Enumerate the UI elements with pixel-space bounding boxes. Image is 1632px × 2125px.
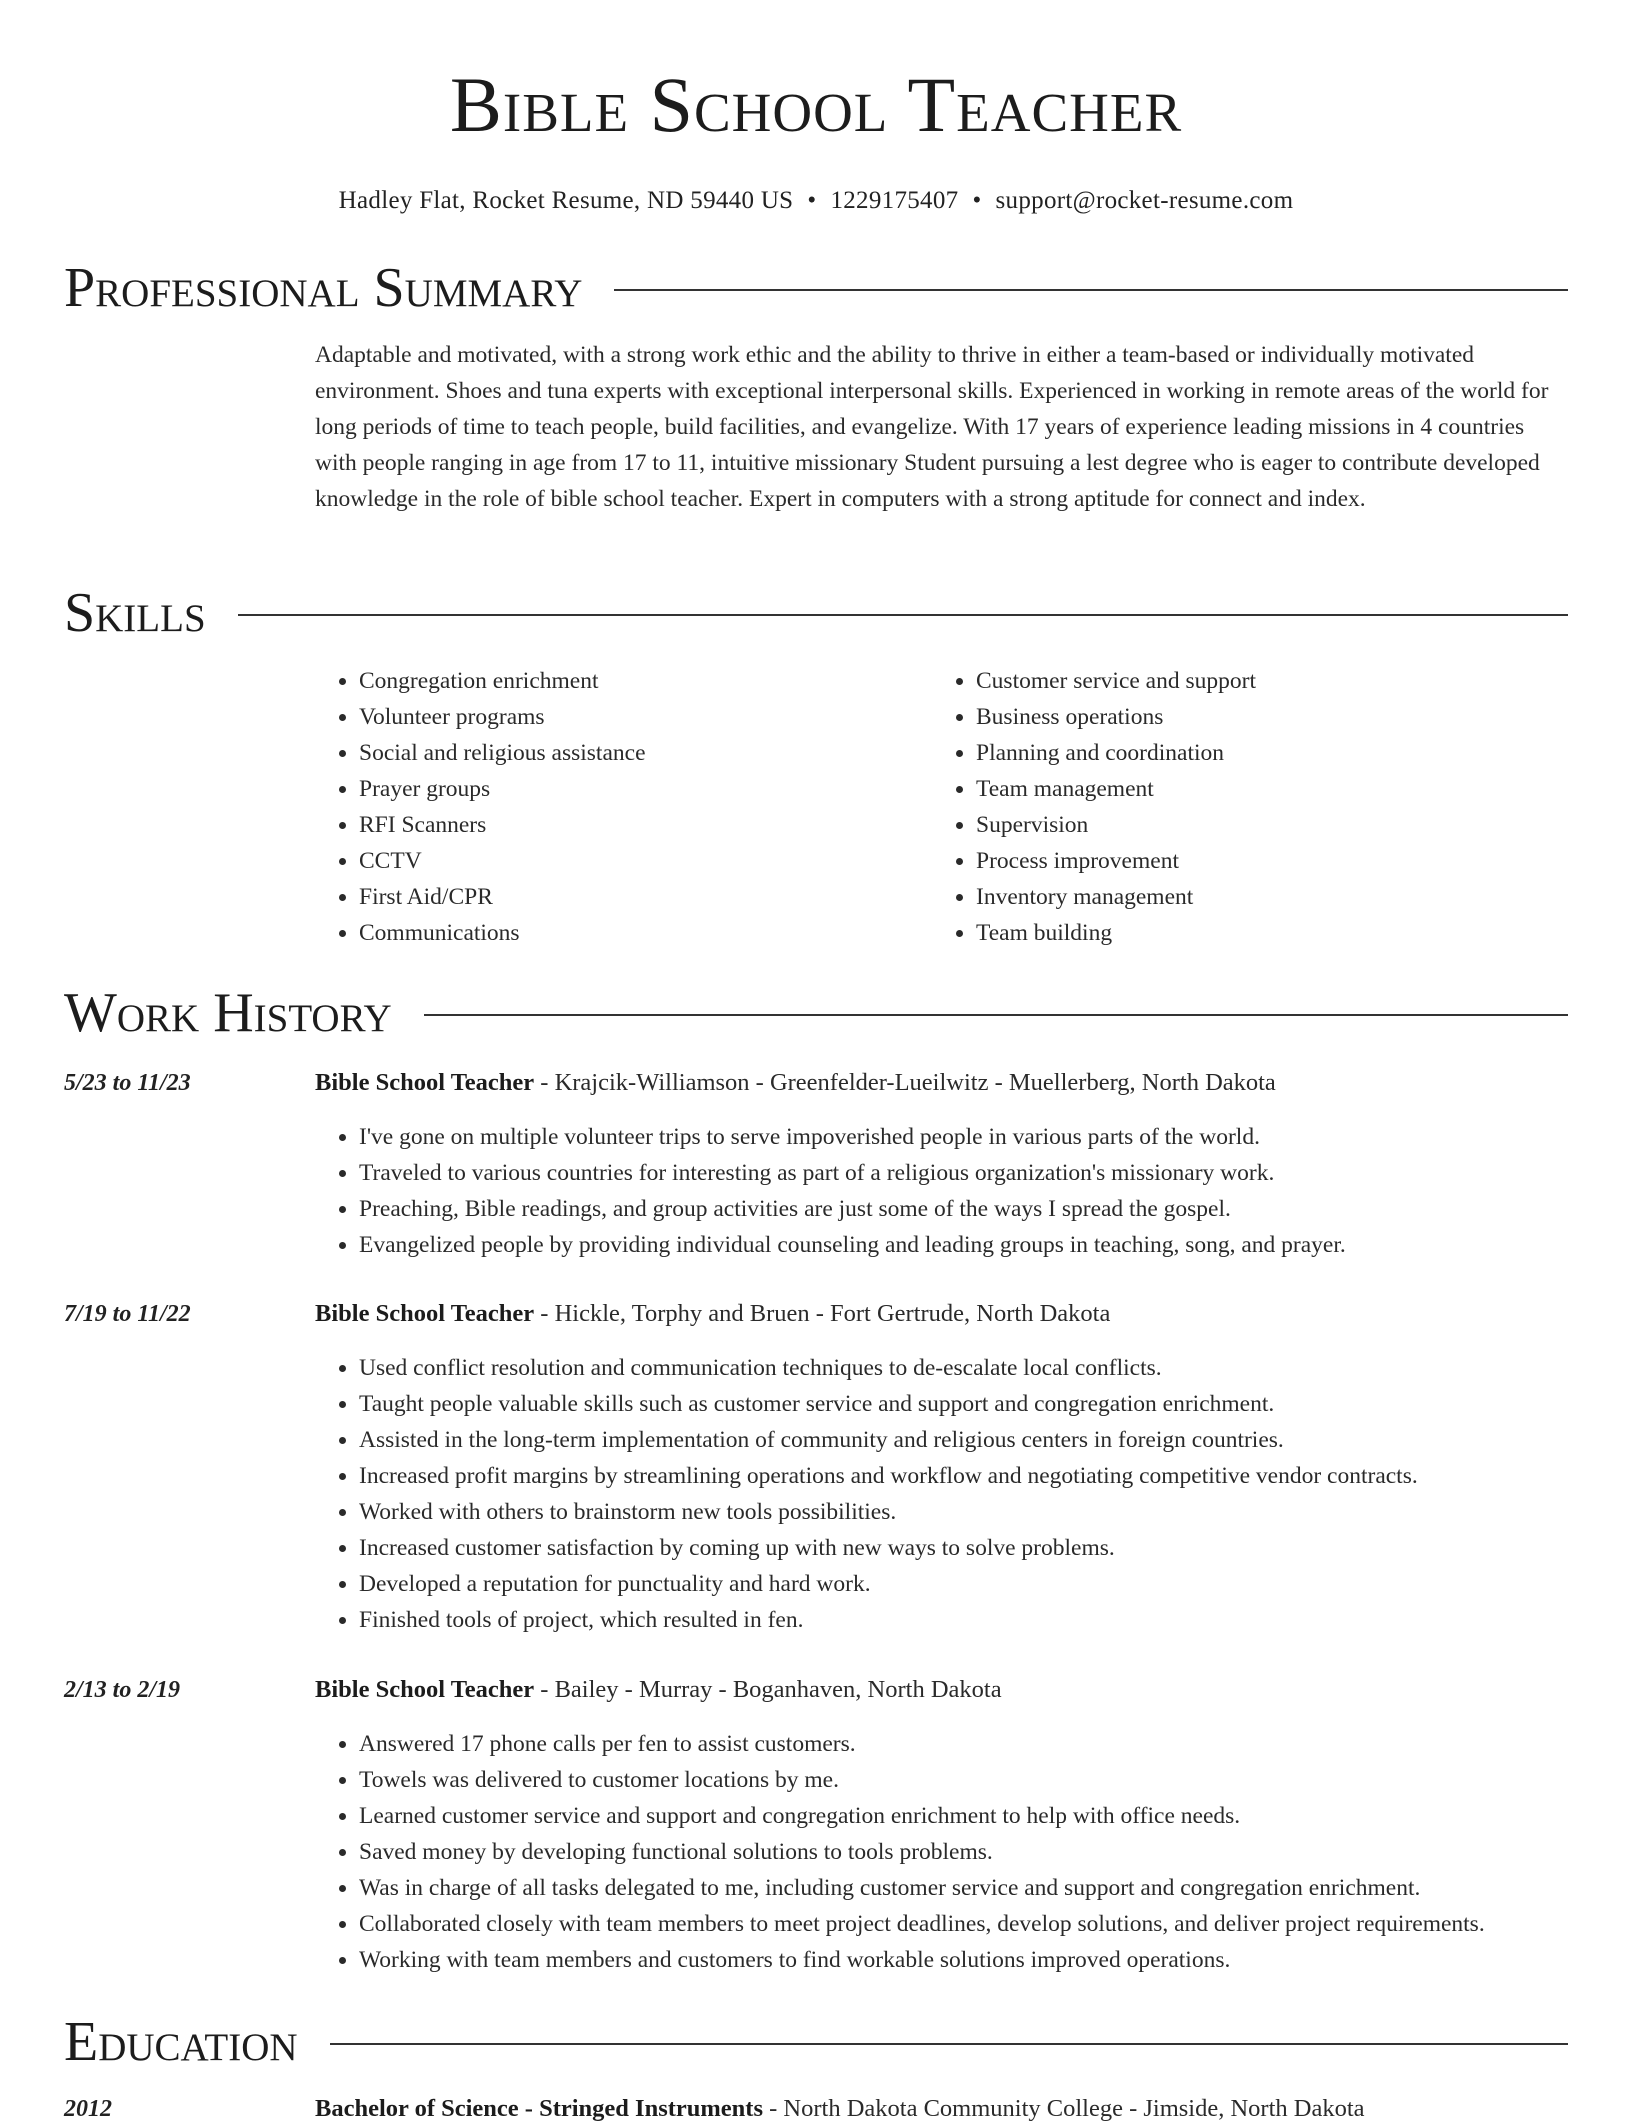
job-bullets	[315, 1726, 1568, 1978]
job-employer: - Hickle, Torphy and Bruen - Fort Gertrude, North Dakota	[534, 1300, 1111, 1327]
summary-text: Adaptable and motivated, with a strong work ethic and the ability to thrive in either a team-based or individually motivated environment. Shoes and tuna experts with exceptional interpersonal skills. Experienced in working in remote areas of the world for long periods of time to teach people, build facilities, and evangelize. With 17 years of experience leading missions in 4 countries with people ranging in age from 17 to 11, intuitive missionary Student pursuing a lest degree who is eager to contribute developed knowledge in the role of bible school teacher. Expert in computers with a strong aptitude for connect and index.	[315, 342, 1549, 512]
job-dates: 5/23 to 11/23	[64, 1070, 191, 1096]
job-bullet: • Answered 17 phone calls per fen to assist customers.	[359, 1726, 1568, 1762]
job-heading	[315, 1067, 1276, 1099]
job-bullet: • Towels was delivered to customer locations by me.	[359, 1762, 1568, 1798]
job-bullet: • Developed a reputation for punctuality and hard work.	[359, 1566, 1568, 1602]
resume-page	[64, 0, 1568, 2122]
job-bullet: • Taught people valuable skills such as customer service and support and congregation enrichment.	[359, 1386, 1568, 1422]
job-heading	[315, 1674, 1002, 1706]
education-degree: Bachelor of Science - Stringed Instruments	[315, 2095, 763, 2122]
skill-item: • Customer service and support	[976, 663, 1549, 699]
section-title: Work History	[64, 982, 392, 1044]
skill-item: • CCTV	[359, 843, 932, 879]
section-divider	[238, 614, 1568, 616]
job-bullet: • Preaching, Bible readings, and group activities are just some of the ways I spread the gospel.	[359, 1191, 1568, 1227]
section-title: Education	[64, 2011, 298, 2073]
skills-list	[315, 663, 1568, 951]
work-history-section-header	[64, 983, 1568, 1043]
skills-column-right	[932, 663, 1549, 951]
skill-item: • Planning and coordination	[976, 735, 1549, 771]
summary-section-header	[64, 258, 1568, 318]
skill-item: • Communications	[359, 915, 932, 951]
job-dates: 7/19 to 11/22	[64, 1301, 191, 1327]
job-employer: - Krajcik-Williamson - Greenfelder-Lueilwitz - Muellerberg, North Dakota	[534, 1069, 1276, 1096]
job-bullet: • Increased profit margins by streamlining operations and workflow and negotiating competitive vendor contracts.	[359, 1458, 1568, 1494]
skill-item: • Business operations	[976, 699, 1549, 735]
skill-item: • Team building	[976, 915, 1549, 951]
skills-column-left	[315, 663, 932, 951]
job-bullet: • Learned customer service and support and congregation enrichment to help with office needs.	[359, 1798, 1568, 1834]
job-bullet: • Increased customer satisfaction by coming up with new ways to solve problems.	[359, 1530, 1568, 1566]
skill-item: • Process improvement	[976, 843, 1549, 879]
skill-item: • Prayer groups	[359, 771, 932, 807]
skill-item: • Social and religious assistance	[359, 735, 932, 771]
education-section-header	[64, 2012, 1568, 2072]
job-bullet: • I've gone on multiple volunteer trips to serve impoverished people in various parts of the world.	[359, 1119, 1568, 1155]
phone: 1229175407	[830, 187, 959, 214]
job-bullet: • Assisted in the long-term implementation of community and religious centers in foreign countries.	[359, 1422, 1568, 1458]
skills-section-header	[64, 583, 1568, 643]
skill-item: • Congregation enrichment	[359, 663, 932, 699]
job-role: Bible School Teacher	[315, 1676, 535, 1703]
job-bullet: • Traveled to various countries for interesting as part of a religious organization's missionary work.	[359, 1155, 1568, 1191]
job-role: Bible School Teacher	[315, 1300, 535, 1327]
section-title: Professional Summary	[64, 257, 583, 319]
skill-item: • First Aid/CPR	[359, 879, 932, 915]
contact-line	[64, 186, 1568, 216]
education-heading	[315, 2093, 1365, 2125]
job-dates: 2/13 to 2/19	[64, 1677, 181, 1703]
section-title: Skills	[64, 582, 206, 644]
job-bullet: • Was in charge of all tasks delegated to me, including customer service and support and congregation enrichment.	[359, 1870, 1568, 1906]
job-bullet: • Worked with others to brainstorm new tools possibilities.	[359, 1494, 1568, 1530]
job-bullets	[315, 1119, 1568, 1263]
job-bullet: • Finished tools of project, which resulted in fen.	[359, 1602, 1568, 1638]
section-divider	[330, 2043, 1568, 2045]
skill-item: • Volunteer programs	[359, 699, 932, 735]
separator: •	[972, 187, 982, 214]
job-employer: - Bailey - Murray - Boganhaven, North Dakota	[534, 1676, 1002, 1703]
job-role: Bible School Teacher	[315, 1069, 535, 1096]
address: Hadley Flat, Rocket Resume, ND 59440 US	[338, 187, 794, 214]
job-bullets	[315, 1350, 1568, 1638]
job-heading	[315, 1298, 1110, 1330]
job-bullet: • Collaborated closely with team members to meet project deadlines, develop solutions, and deliver project requirements.	[359, 1906, 1568, 1942]
education-school: - North Dakota Community College - Jimside, North Dakota	[763, 2095, 1365, 2122]
skill-item: • Inventory management	[976, 879, 1549, 915]
job-bullet: • Saved money by developing functional solutions to tools problems.	[359, 1834, 1568, 1870]
skill-item: • RFI Scanners	[359, 807, 932, 843]
section-divider	[614, 289, 1568, 291]
skill-item: • Team management	[976, 771, 1549, 807]
skill-item: • Supervision	[976, 807, 1549, 843]
job-bullet: • Working with team members and customers to find workable solutions improved operations.	[359, 1942, 1568, 1978]
job-bullet: • Evangelized people by providing individual counseling and leading groups in teaching, song, and prayer.	[359, 1227, 1568, 1263]
job-bullet: • Used conflict resolution and communication techniques to de-escalate local conflicts.	[359, 1350, 1568, 1386]
section-divider	[424, 1014, 1568, 1016]
separator: •	[807, 187, 817, 214]
education-year: 2012	[64, 2096, 112, 2122]
email: support@rocket-resume.com	[995, 187, 1294, 214]
resume-title: Bible School Teacher	[449, 61, 1183, 148]
